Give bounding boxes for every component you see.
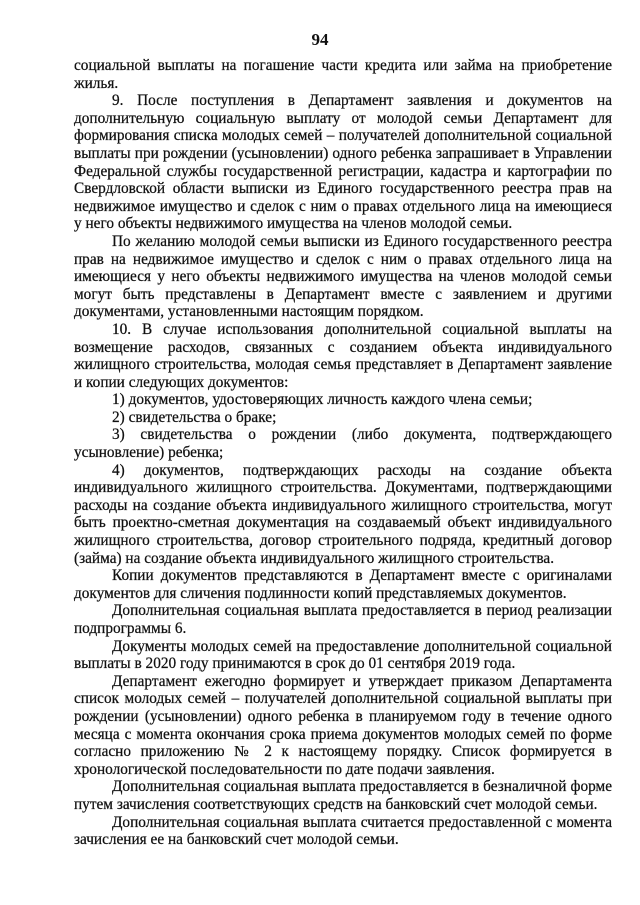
paragraph-item-10: 10. В случае использования дополнительной социальной выплаты на возмещение расходов, связанных с созданием объекта индивидуального жилищного строительства, молодая семья представляет в Департамент заявление и копии следующих документов: [74, 320, 612, 391]
paragraph: Дополнительная социальная выплата предоставляется в период реализации подпрограммы 6. [74, 602, 612, 637]
list-item-2: 2) свидетельства о браке; [112, 408, 277, 426]
paragraph-continuation: социальной выплаты на погашение части кредита или займа на приобретение жилья. [74, 57, 612, 92]
paragraph: Дополнительная социальная выплата считается предоставленной с момента зачисления ее на банковский счет молодой семьи. [74, 813, 612, 849]
paragraph: Дополнительная социальная выплата предоставляется в безналичной форме путем зачисления соответствующих средств на банковский счет молодой семьи. [74, 778, 612, 813]
list-item-3: 3) свидетельства о рождении (либо документа, подтверждающего усыновление) ребенка; [74, 426, 612, 462]
paragraph: Департамент ежегодно формирует и утверждает приказом Департамента список молодых семей – получателей дополнительной социальной выплаты при рождении (усыновлении) одного ребенка в планируемом году в течение одного месяца с момента окончания срока приема документов молодых семей по форме согласно приложению № 2 к настоящему порядку. Список формируется в хронологической последовательности по дате подачи заявления. [74, 672, 612, 778]
page-number: 94 [311, 30, 329, 49]
document-body [74, 57, 612, 849]
paragraph: Копии документов представляются в Департамент вместе с оригиналами документов для сличения подлинности копий представляемых документов. [74, 567, 612, 602]
paragraph-item-9: 9. После поступления в Департамент заявления и документов на дополнительную социальную выплату от молодой семьи Департамент для формирования списка молодых семей – получателей дополнительной социальной выплаты при рождении (усыновлении) одного ребенка запрашивает в Управлении Федеральной службы государственной регистрации, кадастра и картографии по Свердловской области выписки из Единого государственного реестра прав на недвижимое имущество и сделок с ним о правах отдельного лица на имеющиеся у него объекты недвижимого имущества на членов молодой семьи. [74, 92, 612, 233]
paragraph: По желанию молодой семьи выписки из Единого государственного реестра прав на недвижимое имущество и сделок с ним о правах отдельного лица на имеющиеся у него объекты недвижимого имущества на членов молодой семьи могут быть представлены в Департамент вместе с заявлением и другими документами, установленными настоящим порядком. [74, 232, 612, 321]
paragraph: Документы молодых семей на предоставление дополнительной социальной выплаты в 2020 году принимаются в срок до 01 сентября 2019 года. [74, 637, 612, 673]
list-item-1: 1) документов, удостоверяющих личность каждого члена семьи; [112, 391, 533, 409]
list-item-4: 4) документов, подтверждающих расходы на создание объекта индивидуального жилищного строительства. Документами, подтверждающими расходы на создание объекта индивидуального жилищного строительства, могут быть проектно-сметная документация на создаваемый объект индивидуального жилищного строительства, договор строительного подряда, кредитный договор (займа) на создание объекта индивидуального жилищного строительства. [74, 461, 612, 567]
